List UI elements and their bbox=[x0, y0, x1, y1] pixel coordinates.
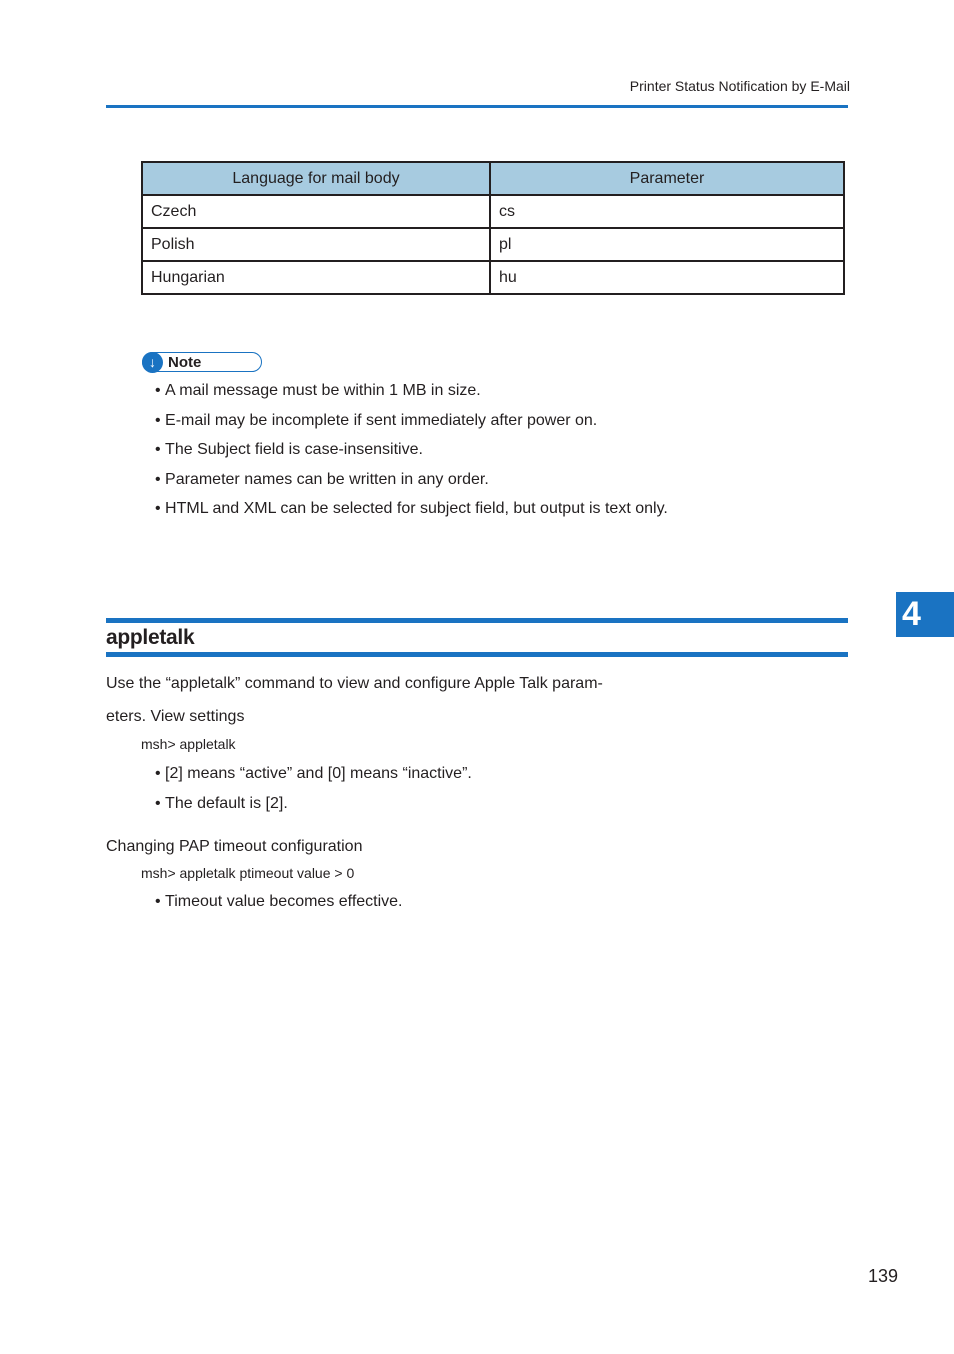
chapter-tab: 4 bbox=[896, 592, 954, 637]
table-header-row bbox=[142, 162, 844, 195]
section-title: appletalk bbox=[106, 626, 195, 649]
table-row bbox=[142, 228, 844, 261]
table-cell-parameter: cs bbox=[490, 195, 844, 228]
list-item: • Timeout value becomes effective. bbox=[155, 892, 403, 922]
note-badge bbox=[142, 352, 262, 372]
section-rule-top bbox=[106, 618, 848, 623]
table-cell-language: Hungarian bbox=[142, 261, 490, 294]
table-row bbox=[142, 261, 844, 294]
list-item: • Parameter names can be written in any order. bbox=[155, 470, 668, 500]
table-row bbox=[142, 195, 844, 228]
section-intro-line1: Use the “appletalk” command to view and configure Apple Talk param- bbox=[106, 675, 603, 692]
list-item: • The default is [2]. bbox=[155, 794, 472, 824]
command-view: msh> appletalk bbox=[141, 736, 236, 752]
section-rule-bottom bbox=[106, 652, 848, 657]
table-header-parameter: Parameter bbox=[490, 162, 844, 195]
list-item: • E-mail may be incomplete if sent immediately after power on. bbox=[155, 411, 668, 441]
command-change: msh> appletalk ptimeout value > 0 bbox=[141, 865, 355, 881]
view-bullets bbox=[155, 764, 472, 823]
page-number: 139 bbox=[868, 1266, 899, 1286]
note-list bbox=[155, 381, 668, 529]
section-intro-line2: eters. View settings bbox=[106, 708, 245, 725]
table-cell-language: Polish bbox=[142, 228, 490, 261]
language-parameter-table bbox=[141, 161, 845, 295]
table-cell-parameter: hu bbox=[490, 261, 844, 294]
change-bullets bbox=[155, 892, 403, 922]
list-item: • A mail message must be within 1 MB in size. bbox=[155, 381, 668, 411]
note-label: Note bbox=[168, 354, 202, 371]
header-rule bbox=[106, 105, 848, 108]
list-item: • [2] means “active” and [0] means “inactive”. bbox=[155, 764, 472, 794]
table-header-language: Language for mail body bbox=[142, 162, 490, 195]
list-item: • The Subject field is case-insensitive. bbox=[155, 440, 668, 470]
running-header: Printer Status Notification by E-Mail bbox=[629, 78, 850, 94]
change-heading: Changing PAP timeout configuration bbox=[106, 838, 363, 855]
down-arrow-icon: ↓ bbox=[142, 352, 163, 373]
table-cell-language: Czech bbox=[142, 195, 490, 228]
list-item: • HTML and XML can be selected for subject field, but output is text only. bbox=[155, 499, 668, 529]
table-cell-parameter: pl bbox=[490, 228, 844, 261]
